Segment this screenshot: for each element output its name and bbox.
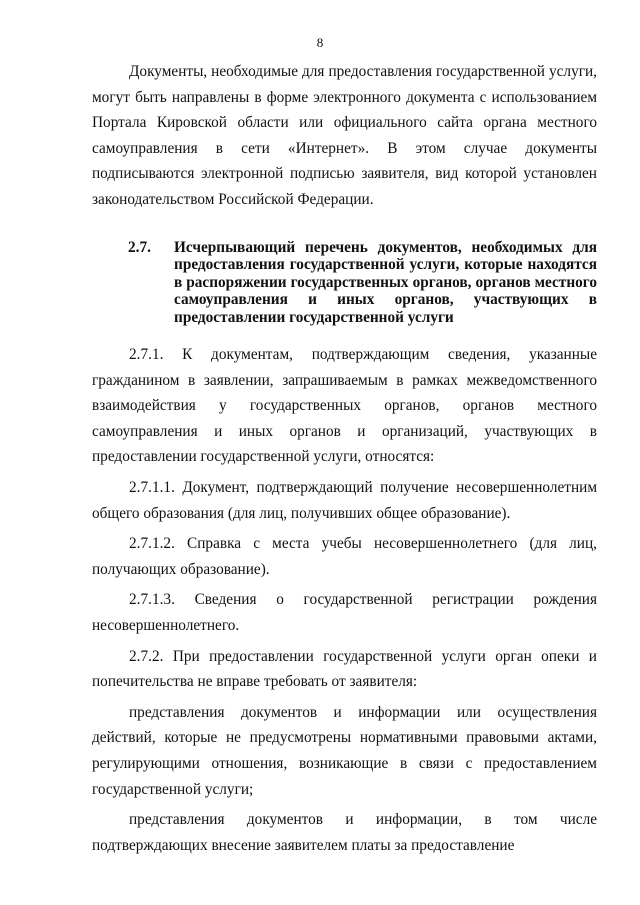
section-heading xyxy=(128,239,597,327)
section-number: 2.7. xyxy=(128,238,151,256)
paragraph-2-7-1-2: 2.7.1.2. Справка с места учебы несовершеннолетнего (для лиц, получающих образование). xyxy=(92,535,597,578)
document-body xyxy=(92,59,597,858)
paragraph-2-7-1-1: 2.7.1.1. Документ, подтверждающий получение несовершеннолетним общего образования (для лиц, получивших общее образование). xyxy=(92,479,597,522)
list-item: представления документов и информации или осуществления действий, которые не предусмотрены нормативными правовыми актами, регулирующими отношения, возникающие в связи с предоставлением государственной услуги; xyxy=(92,703,597,798)
list-item: представления документов и информации, в том числе подтверждающих внесение заявителем платы за предоставление xyxy=(92,811,597,854)
paragraph-2-7-1-3: 2.7.1.3. Сведения о государственной регистрации рождения несовершеннолетнего. xyxy=(92,591,597,634)
paragraph-2-7-1: 2.7.1. К документам, подтверждающим сведения, указанные гражданином в заявлении, запрашиваемым в рамках межведомственного взаимодействия у государственных органов, органов местного самоуправления и иных органов и организаций, участвующих в предоставлении государственной услуги, относятся: xyxy=(92,346,597,466)
intro-paragraph: Документы, необходимые для предоставления государственной услуги, могут быть направлены в форме электронного документа с использованием Портала Кировской области или официального сайта органа местного самоуправления в сети «Интернет». В этом случае документы подписываются электронной подписью заявителя, вид которой установлен законодательством Российской Федерации. xyxy=(92,63,597,208)
paragraph-2-7-2: 2.7.2. При предоставлении государственной услуги орган опеки и попечительства не вправе требовать от заявителя: xyxy=(92,647,597,691)
section-title: Исчерпывающий перечень документов, необходимых для предоставления государственной услуги, которые находятся в распоряжении государственных органов, органов местного самоуправления и иных органов, участвующих в предоставлении государственной услуги xyxy=(174,238,597,326)
page-number: 8 xyxy=(316,35,324,50)
